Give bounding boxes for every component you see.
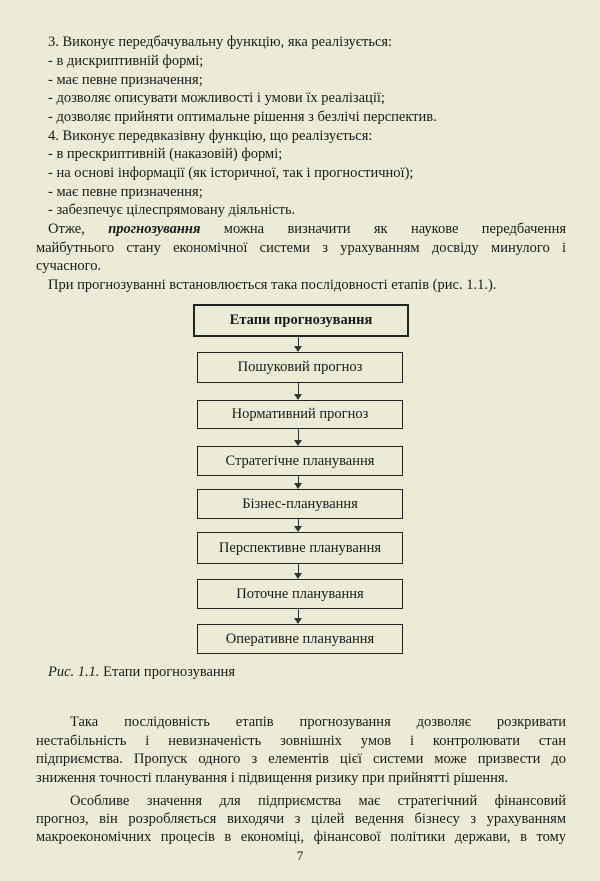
list-item: - забезпечує цілеспрямовану діяльність. bbox=[48, 202, 296, 218]
emphasis-term: прогнозування bbox=[108, 221, 201, 237]
list-item: - дозволяє описувати можливості і умови їх реалізації; bbox=[48, 90, 385, 106]
definition-line-1: Отже, прогнозування можна визначити як наукове передбачення bbox=[48, 221, 566, 237]
sequence-intro: При прогнозуванні встановлюється така послідовності етапів (рис. 1.1.). bbox=[48, 277, 497, 293]
paragraph-line: підприємства. Пропуск одного з елементів цієї системи може призвести до bbox=[36, 751, 566, 767]
paragraph-line: нестабільність і невизначеність зовнішніх умов і контролювати стан bbox=[36, 733, 566, 749]
figure-caption bbox=[48, 664, 235, 681]
paragraph-line: Така послідовність етапів прогнозування дозволяє розкривати bbox=[70, 714, 566, 730]
paragraph-line: зниження точності планування і підвищення ризику при прийнятті рішення. bbox=[36, 770, 509, 786]
paragraph-line: макроекономічних процесів в економіці, фінансової політики держави, в тому bbox=[36, 829, 566, 845]
caption-label: Рис. 1.1. bbox=[48, 664, 100, 680]
list-item: - дозволяє прийняти оптимальне рішення з безлічі перспектив. bbox=[48, 109, 437, 125]
stage-box-perspective-planning: Перспективне планування bbox=[197, 532, 403, 564]
definition-line-2: майбутнього стану економічної системи з урахуванням досвіду минулого і bbox=[36, 240, 566, 256]
paragraph-line: прогноз, він розробляється виходячи з цілей ведення бізнесу з урахуванням bbox=[36, 811, 566, 827]
definition-line-3: сучасного. bbox=[36, 258, 102, 274]
list-item: - на основі інформації (як історичної, так і прогностичної); bbox=[48, 165, 414, 181]
function-3-heading: 3. Виконує передбачувальну функцію, яка реалізується: bbox=[48, 34, 393, 50]
stage-box-current-planning: Поточне планування bbox=[197, 579, 403, 609]
caption-text: Етапи прогнозування bbox=[99, 664, 236, 680]
stage-box-search-forecast: Пошуковий прогноз bbox=[197, 352, 403, 383]
stage-box-business-planning: Бізнес-планування bbox=[197, 489, 403, 519]
stage-box-normative-forecast: Нормативний прогноз bbox=[197, 400, 403, 429]
stage-box-operational-planning: Оперативне планування bbox=[197, 624, 403, 654]
paragraph-line: Особливе значення для підприємства має стратегічний фінансовий bbox=[70, 793, 566, 809]
diagram-title-box: Етапи прогнозування bbox=[193, 304, 409, 337]
list-item: - в дискриптивній формі; bbox=[48, 53, 204, 69]
page-number: 7 bbox=[296, 848, 304, 863]
stage-box-strategic-planning: Стратегічне планування bbox=[197, 446, 403, 476]
list-item: - в прескриптивній (наказовій) формі; bbox=[48, 146, 283, 162]
list-item: - має певне призначення; bbox=[48, 184, 203, 200]
function-4-heading: 4. Виконує передвказівну функцію, що реалізується: bbox=[48, 128, 373, 144]
list-item: - має певне призначення; bbox=[48, 72, 203, 88]
